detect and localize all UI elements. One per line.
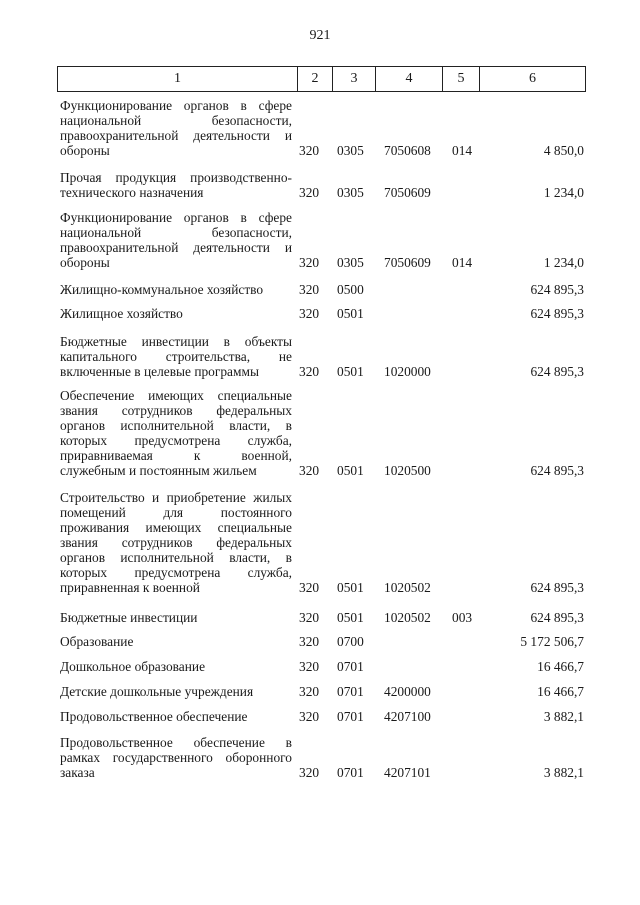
cell-c3: 0701 (337, 709, 364, 724)
description-line: Образование (60, 634, 134, 649)
description-line: Дошкольное образование (60, 659, 206, 674)
row-description (60, 210, 292, 270)
description-line: Строительство и приобретение жилых (60, 490, 292, 505)
cell-c6: 4 850,0 (543, 143, 584, 158)
description-line: Бюджетные инвестиции в объекты (60, 334, 292, 349)
cell-c4: 1020500 (384, 463, 431, 478)
cell-c4: 7050608 (384, 143, 431, 158)
cell-c3: 0500 (337, 282, 364, 297)
cell-c2: 320 (299, 709, 320, 724)
cell-c4: 4200000 (384, 684, 431, 699)
row-description (60, 709, 292, 724)
cell-c6: 16 466,7 (537, 684, 584, 699)
row-description (60, 306, 292, 321)
description-line: обороны (60, 143, 110, 158)
cell-c2: 320 (299, 684, 320, 699)
cell-c3: 0501 (337, 610, 364, 625)
cell-c6: 624 895,3 (530, 282, 584, 297)
cell-c6: 3 882,1 (543, 709, 584, 724)
description-line: приравниваемая к военной, (60, 448, 292, 463)
row-description (60, 634, 292, 649)
header-col-3: 3 (333, 67, 376, 92)
row-description (60, 98, 292, 158)
cell-c2: 320 (299, 634, 320, 649)
cell-c4: 4207100 (384, 709, 431, 724)
description-line: проживания имеющих специальные (60, 520, 292, 535)
cell-c3: 0701 (337, 765, 364, 780)
description-line: правоохранительной деятельности и (60, 128, 292, 143)
description-line: звания сотрудников федеральных (60, 535, 292, 550)
description-line: Функционирование органов в сфере (60, 98, 292, 113)
cell-c5: 014 (452, 143, 473, 158)
description-line: включенные в целевые программы (60, 364, 259, 379)
page-number: 921 (309, 28, 331, 43)
cell-c4: 1020000 (384, 364, 431, 379)
row-description (60, 388, 292, 478)
description-line: Жилищное хозяйство (60, 306, 183, 321)
cell-c3: 0701 (337, 659, 364, 674)
row-description (60, 490, 292, 595)
description-line: звания сотрудников федеральных (60, 403, 292, 418)
cell-c2: 320 (299, 364, 320, 379)
table-header (57, 66, 586, 92)
description-line: которых предусмотрена служба, (60, 565, 292, 580)
cell-c6: 624 895,3 (530, 364, 584, 379)
cell-c4: 1020502 (384, 610, 431, 625)
description-line: органов исполнительной власти, в (60, 550, 292, 565)
cell-c5: 014 (452, 255, 473, 270)
description-line: Продовольственное обеспечение (60, 709, 248, 724)
row-description (60, 170, 292, 200)
cell-c2: 320 (299, 306, 320, 321)
header-col-1: 1 (58, 67, 298, 92)
description-line: рамках государственного оборонного (60, 750, 292, 765)
cell-c3: 0700 (337, 634, 364, 649)
cell-c3: 0305 (337, 255, 364, 270)
description-line: Детские дошкольные учреждения (60, 684, 254, 699)
cell-c6: 624 895,3 (530, 580, 584, 595)
description-line: Прочая продукция производственно- (60, 170, 292, 185)
cell-c2: 320 (299, 765, 320, 780)
description-line: которых предусмотрена служба, (60, 433, 292, 448)
cell-c6: 624 895,3 (530, 306, 584, 321)
description-line: технического назначения (60, 185, 204, 200)
cell-c2: 320 (299, 463, 320, 478)
header-col-2: 2 (298, 67, 333, 92)
cell-c3: 0501 (337, 364, 364, 379)
cell-c2: 320 (299, 282, 320, 297)
cell-c6: 16 466,7 (537, 659, 584, 674)
cell-c3: 0305 (337, 185, 364, 200)
cell-c6: 624 895,3 (530, 610, 584, 625)
row-description (60, 334, 292, 379)
description-line: капитального строительства, не (60, 349, 292, 364)
description-line: помещений для постоянного (60, 505, 292, 520)
cell-c2: 320 (299, 610, 320, 625)
row-description (60, 659, 292, 674)
row-description (60, 610, 292, 625)
cell-c6: 3 882,1 (543, 765, 584, 780)
description-line: Продовольственное обеспечение в (60, 735, 292, 750)
row-description (60, 735, 292, 780)
header-col-5: 5 (443, 67, 480, 92)
description-line: приравненная к военной (60, 580, 200, 595)
cell-c3: 0501 (337, 580, 364, 595)
header-col-4: 4 (376, 67, 443, 92)
description-line: обороны (60, 255, 110, 270)
cell-c4: 7050609 (384, 185, 431, 200)
cell-c3: 0501 (337, 463, 364, 478)
description-line: национальной безопасности, (60, 113, 292, 128)
cell-c2: 320 (299, 143, 320, 158)
cell-c3: 0701 (337, 684, 364, 699)
cell-c2: 320 (299, 255, 320, 270)
cell-c2: 320 (299, 580, 320, 595)
cell-c4: 4207101 (384, 765, 431, 780)
description-line: национальной безопасности, (60, 225, 292, 240)
description-line: Жилищно-коммунальное хозяйство (60, 282, 264, 297)
cell-c4: 1020502 (384, 580, 431, 595)
cell-c6: 624 895,3 (530, 463, 584, 478)
cell-c6: 5 172 506,7 (520, 634, 584, 649)
cell-c2: 320 (299, 185, 320, 200)
description-line: служебным и постоянным жильем (60, 463, 257, 478)
cell-c6: 1 234,0 (543, 185, 584, 200)
cell-c2: 320 (299, 659, 320, 674)
description-line: органов исполнительной власти, в (60, 418, 292, 433)
cell-c4: 7050609 (384, 255, 431, 270)
description-line: Функционирование органов в сфере (60, 210, 292, 225)
row-description (60, 684, 292, 699)
row-description (60, 282, 292, 297)
cell-c3: 0305 (337, 143, 364, 158)
cell-c6: 1 234,0 (543, 255, 584, 270)
description-line: Бюджетные инвестиции (60, 610, 198, 625)
cell-c3: 0501 (337, 306, 364, 321)
description-line: Обеспечение имеющих специальные (60, 388, 292, 403)
description-line: правоохранительной деятельности и (60, 240, 292, 255)
header-col-6: 6 (480, 67, 586, 92)
cell-c5: 003 (452, 610, 473, 625)
description-line: заказа (60, 765, 95, 780)
